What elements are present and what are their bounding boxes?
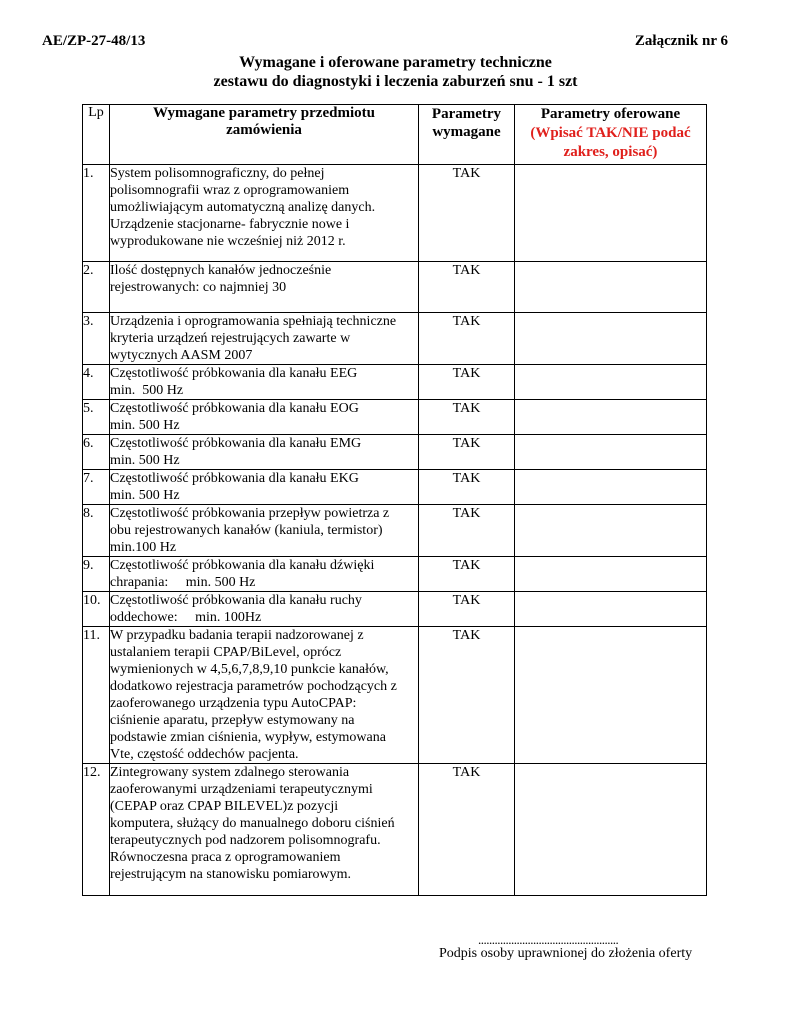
parameter-text-line: min. 500 Hz xyxy=(110,418,180,433)
required-parameter xyxy=(110,470,419,505)
required-parameter xyxy=(110,400,419,435)
parameter-text-line: wytycznych AASM 2007 xyxy=(110,348,253,363)
table-row xyxy=(83,313,707,365)
offered-value-cell[interactable] xyxy=(515,435,707,470)
parameter-text-line: zaoferowanymi urządzeniami terapeutycznymi xyxy=(110,782,373,797)
offered-value-cell[interactable] xyxy=(515,262,707,313)
parameter-text-line: Częstotliwość próbkowania dla kanału EMG xyxy=(110,436,362,451)
parameter-text-line: ciśnienie aparatu, przepływ estymowany na xyxy=(110,713,355,728)
row-number: 6. xyxy=(83,435,110,470)
required-parameter xyxy=(110,764,419,896)
offered-value-cell[interactable] xyxy=(515,592,707,627)
parameter-text-line: chrapania: min. 500 Hz xyxy=(110,575,256,590)
column-header-lp: Lp xyxy=(83,105,110,165)
signature-line: ................................................... xyxy=(478,932,619,947)
row-number: 10. xyxy=(83,592,110,627)
column-header-offered-line2: (Wpisać TAK/NIE podać xyxy=(530,125,691,141)
table-row xyxy=(83,435,707,470)
parameter-text-line: (CEPAP oraz CPAP BILEVEL)z pozycji xyxy=(110,799,339,814)
column-header-required xyxy=(419,105,515,165)
offered-value-cell[interactable] xyxy=(515,470,707,505)
column-header-required-params xyxy=(110,105,419,165)
title-line-1: Wymagane i oferowane parametry techniczne xyxy=(239,54,552,71)
parameter-text-line: podstawie zmian ciśnienia, wypływ, estymowana xyxy=(110,730,386,745)
row-number: 5. xyxy=(83,400,110,435)
required-parameter xyxy=(110,627,419,764)
parameter-text-line: Urządzenia i oprogramowania spełniają techniczne xyxy=(110,314,397,329)
required-value: TAK xyxy=(419,165,515,262)
parameter-text-line: umożliwiającym automatyczną analizę danych. xyxy=(110,200,376,215)
table-row xyxy=(83,400,707,435)
parameter-text-line: dodatkowo rejestracja parametrów pochodzących z xyxy=(110,679,397,694)
offered-value-cell[interactable] xyxy=(515,627,707,764)
parameter-text-line: min. 500 Hz xyxy=(110,383,184,398)
parameter-text-line: Częstotliwość próbkowania dla kanału EOG xyxy=(110,401,359,416)
required-value: TAK xyxy=(419,470,515,505)
required-value: TAK xyxy=(419,557,515,592)
column-header-required-line1: Wymagane parametry przedmiotu xyxy=(153,105,375,121)
parameter-text-line: rejestrowanych: co najmniej 30 xyxy=(110,280,287,295)
column-header-wym-line2: wymagane xyxy=(432,124,501,140)
table-row xyxy=(83,470,707,505)
parameter-text-line: zaoferowanego urządzenia typu AutoCPAP: xyxy=(110,696,357,711)
table-row xyxy=(83,592,707,627)
column-header-offered-line1: Parametry oferowane xyxy=(540,106,681,122)
required-parameter xyxy=(110,505,419,557)
table-header-row xyxy=(83,105,707,165)
table-row xyxy=(83,764,707,896)
required-parameter xyxy=(110,592,419,627)
parameter-text-line: Vte, częstość oddechów pacjenta. xyxy=(110,747,299,762)
parameter-text-line: oddechowe: min. 100Hz xyxy=(110,610,262,625)
parameter-text-line: Częstotliwość próbkowania dla kanału EEG xyxy=(110,366,358,381)
table-row xyxy=(83,627,707,764)
row-number: 8. xyxy=(83,505,110,557)
parameter-text-line: Urządzenie stacjonarne- fabrycznie nowe i xyxy=(110,217,350,232)
column-header-required-line2: zamówienia xyxy=(226,122,302,138)
offered-value-cell[interactable] xyxy=(515,165,707,262)
parameter-text-line: polisomnografii wraz z oprogramowaniem xyxy=(110,183,350,198)
required-value: TAK xyxy=(419,627,515,764)
required-parameter xyxy=(110,365,419,400)
required-parameter xyxy=(110,165,419,262)
required-value: TAK xyxy=(419,262,515,313)
document-reference: AE/ZP-27-48/13 xyxy=(42,33,146,49)
parameter-text-line: Częstotliwość próbkowania przepływ powietrza z xyxy=(110,506,390,521)
parameter-text-line: terapeutycznych pod nadzorem polisomnografu. xyxy=(110,833,381,848)
parameter-text-line: Częstotliwość próbkowania dla kanału EKG xyxy=(110,471,359,486)
column-header-wym-line1: Parametry xyxy=(431,106,502,122)
parameters-table xyxy=(82,104,707,896)
parameter-text-line: Częstotliwość próbkowania dla kanału dźwięki xyxy=(110,558,375,573)
parameter-text-line: Równoczesna praca z oprogramowaniem xyxy=(110,850,341,865)
table-row xyxy=(83,505,707,557)
row-number: 12. xyxy=(83,764,110,896)
parameter-text-line: wyprodukowane nie wcześniej niż 2012 r. xyxy=(110,234,346,249)
offered-value-cell[interactable] xyxy=(515,505,707,557)
parameter-text-line: Zintegrowany system zdalnego sterowania xyxy=(110,765,350,780)
parameter-text-line: min.100 Hz xyxy=(110,540,177,555)
column-header-offered xyxy=(515,105,707,165)
parameter-text-line: obu rejestrowanych kanałów (kaniula, termistor) xyxy=(110,523,383,538)
row-number: 9. xyxy=(83,557,110,592)
offered-value-cell[interactable] xyxy=(515,557,707,592)
attachment-number: Załącznik nr 6 xyxy=(634,33,728,49)
row-number: 1. xyxy=(83,165,110,262)
required-value: TAK xyxy=(419,505,515,557)
row-number: 3. xyxy=(83,313,110,365)
table-row xyxy=(83,262,707,313)
required-value: TAK xyxy=(419,592,515,627)
required-parameter xyxy=(110,262,419,313)
offered-value-cell[interactable] xyxy=(515,400,707,435)
parameter-text-line: rejestrującym na stanowisku pomiarowym. xyxy=(110,867,352,882)
required-parameter xyxy=(110,557,419,592)
required-parameter xyxy=(110,435,419,470)
required-value: TAK xyxy=(419,435,515,470)
required-value: TAK xyxy=(419,400,515,435)
row-number: 4. xyxy=(83,365,110,400)
required-value: TAK xyxy=(419,313,515,365)
parameter-text-line: wymienionych w 4,5,6,7,8,9,10 punkcie kanałów, xyxy=(110,662,389,677)
parameter-text-line: min. 500 Hz xyxy=(110,488,180,503)
required-value: TAK xyxy=(419,764,515,896)
parameter-text-line: Ilość dostępnych kanałów jednocześnie xyxy=(110,263,332,278)
signature-label: Podpis osoby uprawnionej do złożenia oferty xyxy=(439,946,693,961)
parameter-text-line: W przypadku badania terapii nadzorowanej z xyxy=(110,628,364,643)
offered-value-cell[interactable] xyxy=(515,365,707,400)
title-line-2: zestawu do diagnostyki i leczenia zaburzeń snu - 1 szt xyxy=(213,73,578,90)
row-number: 2. xyxy=(83,262,110,313)
row-number: 7. xyxy=(83,470,110,505)
table-body xyxy=(83,165,707,896)
row-number: 11. xyxy=(83,627,110,764)
parameter-text-line: System polisomnograficzny, do pełnej xyxy=(110,166,325,181)
table-row xyxy=(83,557,707,592)
parameter-text-line: Częstotliwość próbkowania dla kanału ruchy xyxy=(110,593,362,608)
parameter-text-line: min. 500 Hz xyxy=(110,453,180,468)
parameter-text-line: kryteria urządzeń rejestrujących zawarte w xyxy=(110,331,351,346)
required-parameter xyxy=(110,313,419,365)
offered-value-cell[interactable] xyxy=(515,764,707,896)
table-row xyxy=(83,165,707,262)
column-header-offered-line3: zakres, opisać) xyxy=(563,144,658,160)
parameter-text-line: ustalaniem terapii CPAP/BiLevel, oprócz xyxy=(110,645,342,660)
table-row xyxy=(83,365,707,400)
parameter-text-line: komputera, służący do manualnego doboru ciśnień xyxy=(110,816,395,831)
required-value: TAK xyxy=(419,365,515,400)
offered-value-cell[interactable] xyxy=(515,313,707,365)
